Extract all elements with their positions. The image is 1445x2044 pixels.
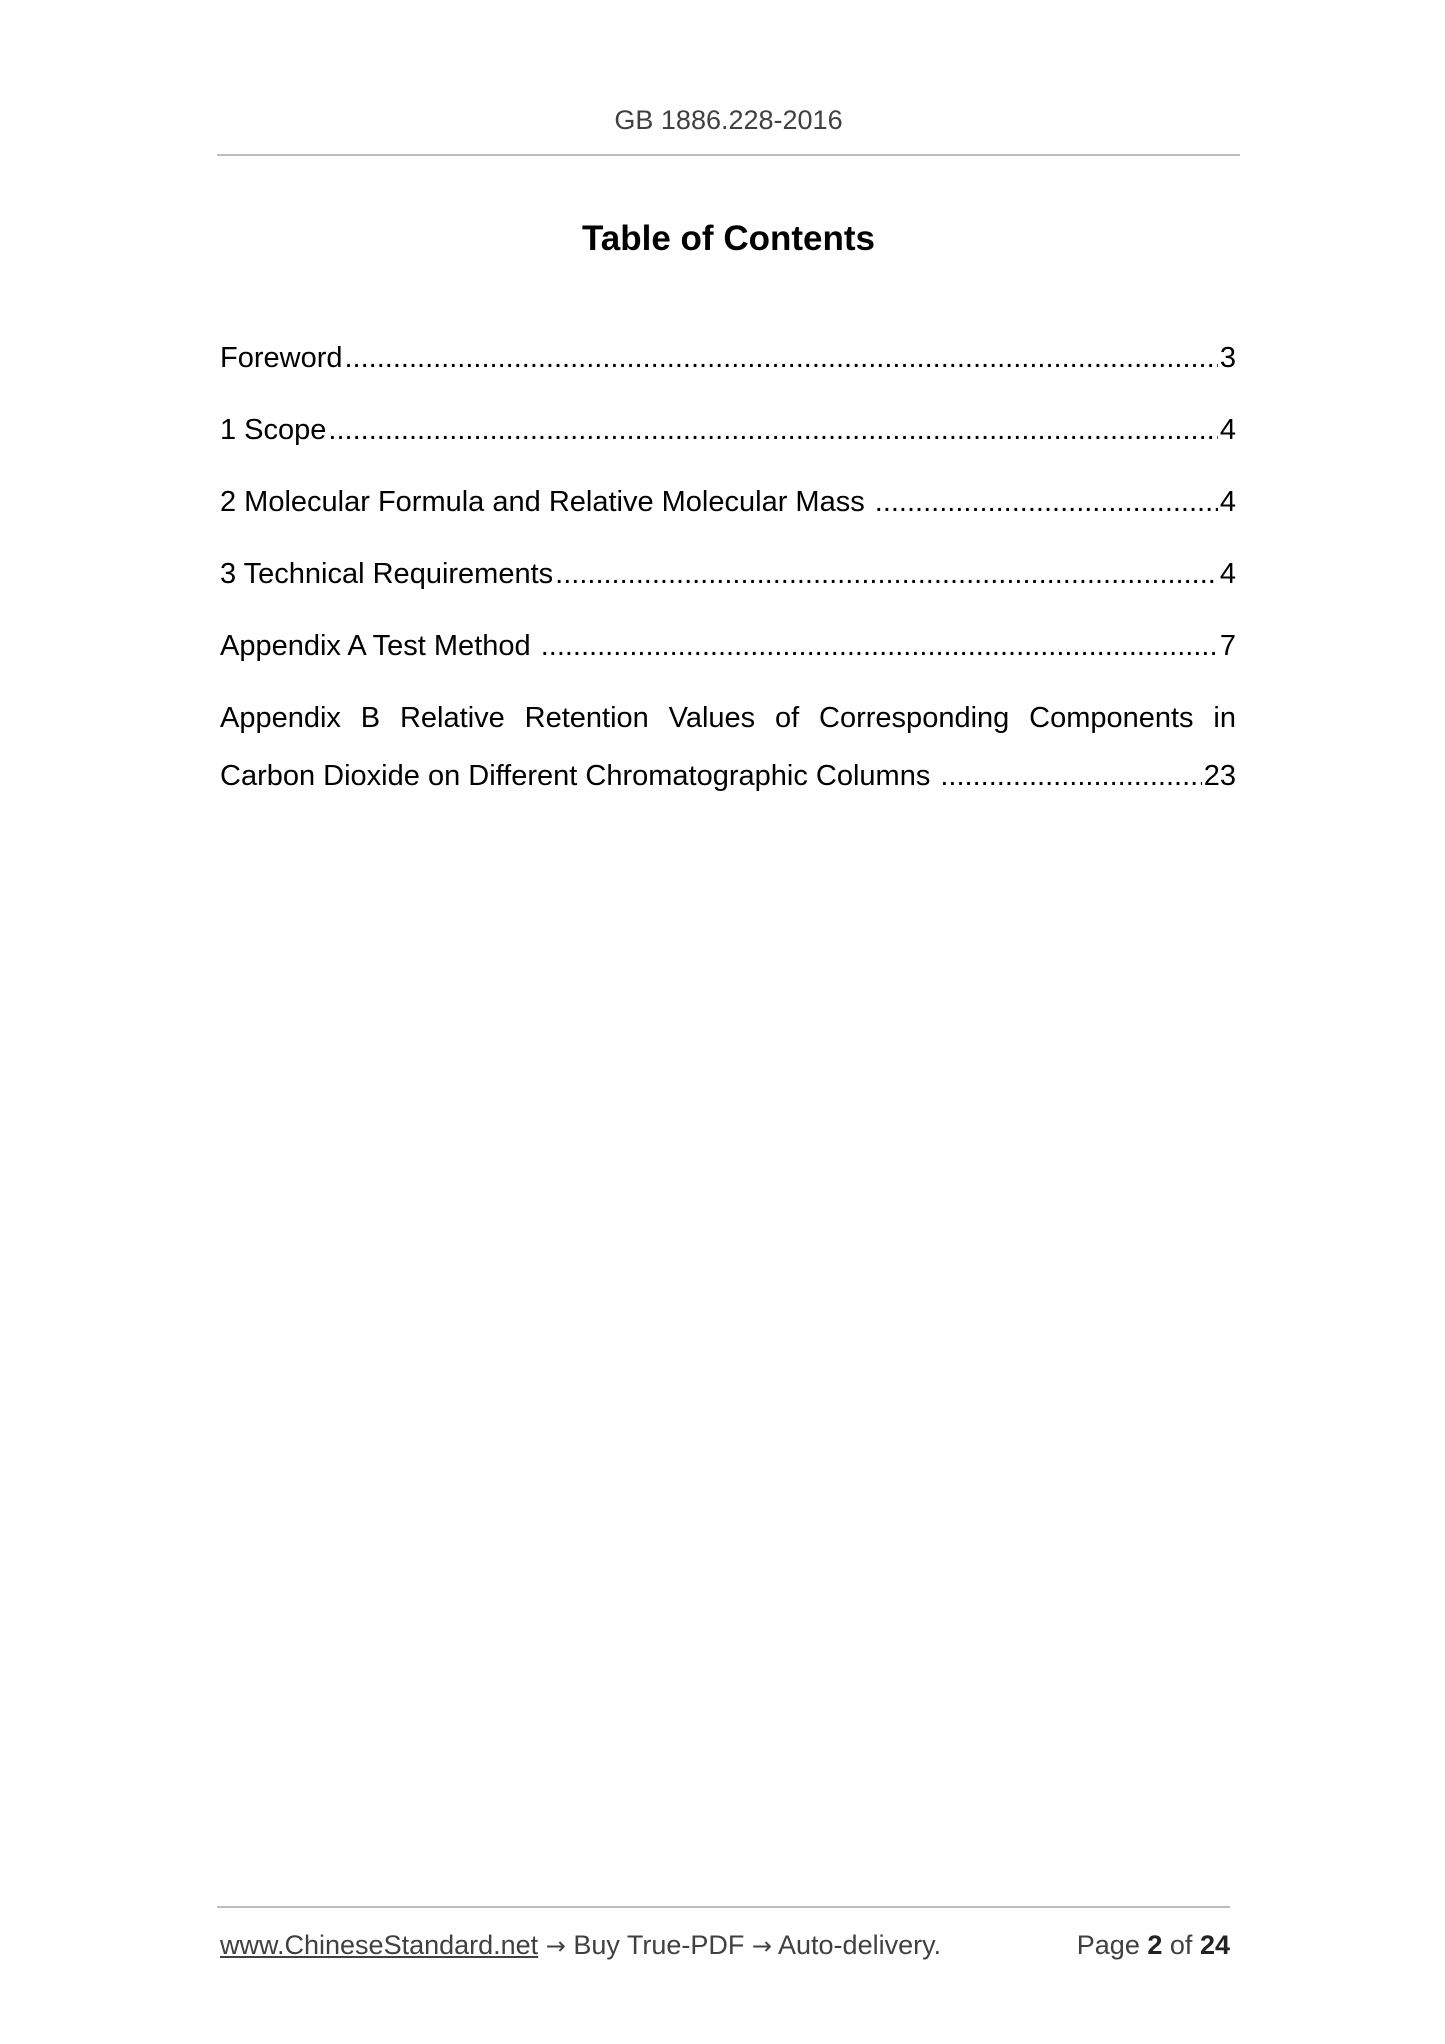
arrow-right-icon: → bbox=[751, 1932, 772, 1960]
header-divider bbox=[217, 154, 1240, 156]
arrow-right-icon: → bbox=[545, 1932, 566, 1960]
table-of-contents bbox=[220, 338, 1236, 796]
page-footer bbox=[220, 1927, 1230, 1963]
toc-entry-label-line2-row bbox=[220, 756, 1236, 796]
toc-entry-page: 4 bbox=[1219, 414, 1236, 446]
toc-entry-molecular-formula[interactable] bbox=[220, 482, 1236, 522]
toc-entry-page: 7 bbox=[1219, 630, 1236, 662]
buy-true-pdf-text: Buy True-PDF bbox=[573, 1930, 745, 1960]
toc-leader-dots bbox=[541, 626, 1218, 666]
toc-entry-label: 1 Scope bbox=[220, 414, 327, 446]
site-link[interactable]: www.ChineseStandard.net bbox=[220, 1930, 539, 1960]
toc-entry-label: Appendix A Test Method bbox=[220, 630, 539, 662]
toc-leader-dots bbox=[345, 338, 1218, 378]
toc-leader-dots bbox=[328, 410, 1217, 450]
toc-entry-label: 3 Technical Requirements bbox=[220, 558, 554, 590]
toc-entry-label: 2 Molecular Formula and Relative Molecular Mass bbox=[220, 486, 873, 518]
current-page-number: 2 bbox=[1147, 1930, 1163, 1960]
toc-leader-dots bbox=[940, 756, 1201, 796]
toc-entry-appendix-b[interactable] bbox=[220, 698, 1236, 796]
page-number bbox=[1077, 1927, 1230, 1963]
toc-leader-dots bbox=[875, 482, 1218, 522]
toc-entry-page: 23 bbox=[1203, 760, 1236, 792]
page-word: Page bbox=[1076, 1930, 1140, 1960]
toc-entry-label-line2: Carbon Dioxide on Different Chromatographic Columns bbox=[220, 760, 939, 792]
total-pages-number: 24 bbox=[1199, 1930, 1230, 1960]
toc-entry-scope[interactable] bbox=[220, 410, 1236, 450]
toc-leader-dots bbox=[555, 554, 1218, 594]
toc-entry-label: Foreword bbox=[220, 342, 343, 374]
auto-delivery-text: Auto-delivery. bbox=[778, 1930, 942, 1960]
toc-entry-page: 4 bbox=[1219, 558, 1236, 590]
toc-title: Table of Contents bbox=[582, 219, 875, 258]
toc-entry-technical-requirements[interactable] bbox=[220, 554, 1236, 594]
toc-entry-appendix-a[interactable] bbox=[220, 626, 1236, 666]
toc-entry-page: 4 bbox=[1219, 486, 1236, 518]
toc-entry-page: 3 bbox=[1219, 342, 1236, 374]
footer-promo bbox=[220, 1927, 941, 1964]
footer-divider bbox=[217, 1906, 1230, 1908]
toc-entry-foreword[interactable] bbox=[220, 338, 1236, 378]
of-word: of bbox=[1169, 1930, 1193, 1960]
toc-entry-label-line1: Appendix B Relative Retention Values of Corresponding Components in bbox=[220, 702, 1236, 734]
document-id-header: GB 1886.228-2016 bbox=[614, 105, 843, 135]
